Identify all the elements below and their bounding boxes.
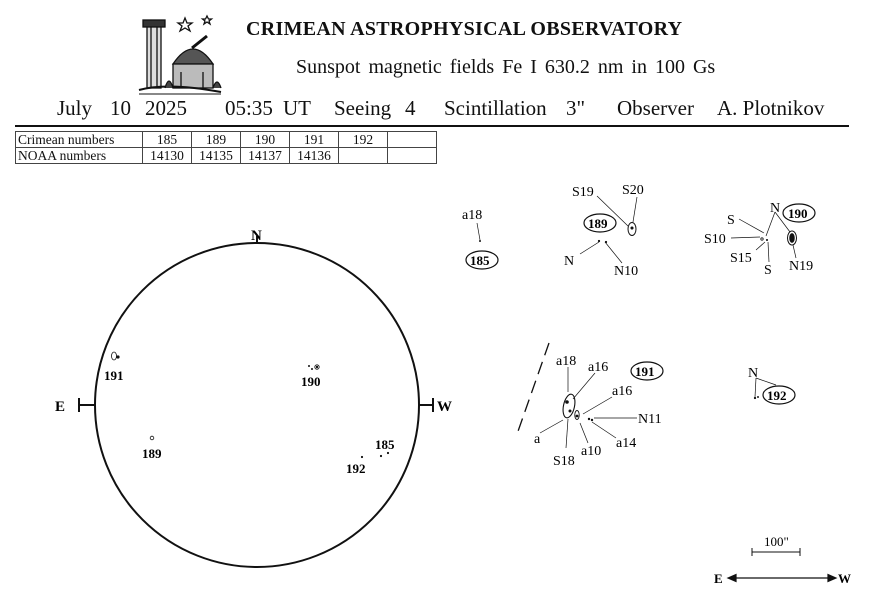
- scale-bar: [752, 548, 800, 556]
- label-n: N: [770, 201, 781, 216]
- region-190-label: 190: [788, 206, 808, 221]
- table-cell: 190: [241, 132, 290, 148]
- label-s10: S10: [704, 232, 726, 247]
- table-cell: 14135: [192, 148, 241, 164]
- table-cell: 185: [143, 132, 192, 148]
- row-label: NOAA numbers: [16, 148, 143, 164]
- label-n19: N19: [789, 259, 814, 274]
- scale-label: 100": [764, 534, 789, 549]
- disk-east-label: E: [55, 399, 66, 415]
- arrow-east-label: E: [714, 571, 723, 586]
- seeing-value: 4: [405, 96, 416, 120]
- obs-time: 05:35: [225, 96, 273, 120]
- label-s18: S18: [553, 454, 575, 469]
- label-a14: a14: [616, 436, 637, 451]
- obs-time-unit: UT: [283, 96, 311, 120]
- subtitle: Sunspot magnetic fields Fe I 630.2 nm in 100 Gs: [296, 56, 716, 78]
- label-a18: a18: [556, 354, 577, 369]
- detail-185: [462, 208, 498, 269]
- table-cell: 191: [290, 132, 339, 148]
- scintillation-label: Scintillation: [444, 96, 547, 120]
- label-n10: N10: [614, 264, 639, 279]
- table-cell: 14136: [290, 148, 339, 164]
- label-s: S: [727, 213, 735, 228]
- table-cell: 14137: [241, 148, 290, 164]
- label-a16: a16: [612, 384, 633, 399]
- disk-region-189: 189: [142, 446, 162, 461]
- label-s: S: [764, 263, 772, 278]
- label-a: a: [534, 432, 541, 447]
- label-a18: a18: [462, 208, 483, 223]
- observer-label: Observer: [617, 96, 694, 120]
- region-192-label: 192: [767, 388, 787, 403]
- observatory-title: CRIMEAN ASTROPHYSICAL OBSERVATORY: [246, 18, 683, 40]
- scintillation-value: 3": [566, 96, 586, 120]
- table-cell: 14130: [143, 148, 192, 164]
- label-s19: S19: [572, 185, 594, 200]
- arrow-west-label: W: [838, 571, 851, 586]
- disk-region-192: 192: [346, 461, 366, 476]
- table-cell: 189: [192, 132, 241, 148]
- label-s20: S20: [622, 183, 644, 198]
- disk-north-label: N: [251, 228, 262, 244]
- region-189-label: 189: [588, 216, 608, 231]
- disk-region-190: 190: [301, 374, 321, 389]
- obs-day: 10: [110, 96, 131, 120]
- label-a10: a10: [581, 444, 602, 459]
- disk-region-185: 185: [375, 437, 395, 452]
- solar-disk: [79, 236, 433, 567]
- row-label: Crimean numbers: [16, 132, 143, 148]
- table-cell: 192: [339, 132, 388, 148]
- label-a16: a16: [588, 360, 609, 375]
- obs-year: 2025: [145, 96, 187, 120]
- region-191-label: 191: [635, 364, 655, 379]
- label-n11: N11: [638, 412, 662, 427]
- seeing-label: Seeing: [334, 96, 392, 120]
- disk-spots: [112, 352, 389, 458]
- obs-month: July: [57, 96, 93, 120]
- disk-region-191: 191: [104, 368, 124, 383]
- east-west-arrow: [728, 575, 836, 582]
- disk-west-label: W: [437, 399, 452, 415]
- label-n: N: [748, 366, 759, 381]
- observer-name: A. Plotnikov: [717, 96, 825, 120]
- label-n: N: [564, 254, 575, 269]
- region-185-label: 185: [470, 253, 490, 268]
- label-s15: S15: [730, 251, 752, 266]
